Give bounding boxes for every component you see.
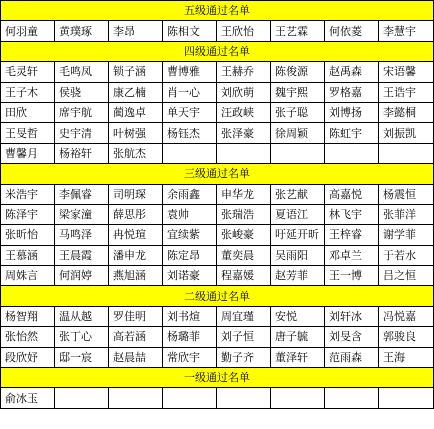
name-cell [379,143,434,163]
name-cell: 段欣妤 [1,347,55,367]
name-cell: 杨震恒 [379,184,434,204]
name-row [1,21,434,41]
name-row [1,123,434,143]
name-cell: 余雨鑫 [163,184,217,204]
name-cell: 张昕怡 [1,225,55,245]
name-cell: 王晨霞 [55,245,109,265]
name-cell: 申华龙 [217,184,271,204]
name-cell [217,388,271,408]
roster-body [1,1,434,409]
section-title: 四级通过名单 [1,41,434,61]
name-cell: 王梓睿 [325,225,379,245]
name-cell: 李昂 [109,21,163,41]
name-cell [271,388,325,408]
name-cell: 米浩宇 [1,184,55,204]
name-row [1,204,434,224]
name-cell [109,388,163,408]
name-cell: 罗佳明 [109,306,163,326]
name-cell: 吴雨阳 [271,245,325,265]
name-cell: 梁家潼 [55,204,109,224]
name-cell: 俞冰玉 [1,388,55,408]
name-cell: 刘诺豪 [163,266,217,286]
name-cell: 夏语江 [271,204,325,224]
name-cell [379,388,434,408]
name-cell: 冉悦瑄 [109,225,163,245]
name-cell: 杨裕轩 [55,143,109,163]
name-cell: 潘申龙 [109,245,163,265]
name-cell: 郭骏良 [379,327,434,347]
name-cell [217,143,271,163]
section-title: 一级通过名单 [1,368,434,388]
name-cell: 张子聪 [271,102,325,122]
name-cell: 肖一心 [163,82,217,102]
name-cell: 王一博 [325,266,379,286]
name-cell: 程嘉媛 [217,266,271,286]
name-cell: 汪政峡 [217,102,271,122]
name-row [1,102,434,122]
name-cell: 陈泽宇 [1,204,55,224]
name-cell: 于若水 [379,245,434,265]
name-row [1,225,434,245]
name-cell: 谢学菲 [379,225,434,245]
name-row [1,327,434,347]
name-cell: 袁帅 [163,204,217,224]
name-cell: 刘欣萌 [217,82,271,102]
name-cell: 赵芳菲 [271,266,325,286]
name-cell: 王慕涵 [1,245,55,265]
name-cell: 王海 [379,347,434,367]
name-cell: 宋语馨 [379,62,434,82]
name-cell: 冯悦嘉 [379,306,434,326]
name-cell: 赵晨喆 [109,347,163,367]
name-cell: 吁延开昕 [271,225,325,245]
name-cell: 曹馨月 [1,143,55,163]
name-cell: 康乙楠 [109,82,163,102]
name-cell: 高嘉悦 [325,184,379,204]
name-cell: 毛鸣凤 [55,62,109,82]
name-cell: 何羽童 [1,21,55,41]
name-cell: 张峻豪 [217,225,271,245]
section-header-row [1,286,434,306]
name-cell: 李佩睿 [55,184,109,204]
name-row [1,266,434,286]
section-header-row [1,368,434,388]
name-cell: 魏宇熙 [271,82,325,102]
name-cell: 杨璐菲 [163,327,217,347]
name-cell: 刘振凯 [379,123,434,143]
name-cell: 王赫乔 [217,62,271,82]
name-cell: 张丁心 [55,327,109,347]
name-row [1,347,434,367]
name-row [1,184,434,204]
name-cell: 王艺霖 [271,21,325,41]
name-row [1,143,434,163]
name-cell: 史宇清 [55,123,109,143]
name-cell: 蔺逸卓 [109,102,163,122]
section-title: 五级通过名单 [1,1,434,21]
name-cell: 刘子恒 [217,327,271,347]
name-cell: 王子木 [1,82,55,102]
section-header-row [1,164,434,184]
name-row [1,82,434,102]
name-row [1,388,434,408]
name-cell: 范雨森 [325,347,379,367]
name-cell: 刘书煊 [163,306,217,326]
name-cell: 何润婷 [55,266,109,286]
name-cell: 锁子涵 [109,62,163,82]
name-cell: 曹博雅 [163,62,217,82]
name-cell: 安悦 [271,306,325,326]
name-cell: 陈相文 [163,21,217,41]
name-row [1,62,434,82]
name-cell: 常欣宇 [163,347,217,367]
name-cell: 侯骁 [55,82,109,102]
name-cell: 勤子齐 [217,347,271,367]
name-cell: 温从越 [55,306,109,326]
section-title: 二级通过名单 [1,286,434,306]
name-cell: 陈俊源 [271,62,325,82]
name-cell: 张怡然 [1,327,55,347]
name-cell: 张瑞浩 [217,204,271,224]
name-cell: 董泽轩 [271,347,325,367]
name-row [1,245,434,265]
name-cell: 张艺献 [271,184,325,204]
name-cell: 周姝言 [1,266,55,286]
name-cell: 周宜瑾 [217,306,271,326]
name-cell: 刘旻含 [325,327,379,347]
name-cell: 王旻哲 [1,123,55,143]
name-cell: 邓卓兰 [325,245,379,265]
name-cell: 何依菱 [325,21,379,41]
name-cell: 田欣 [1,102,55,122]
name-cell: 赵禹森 [325,62,379,82]
name-cell: 唐子毓 [271,327,325,347]
name-cell: 吕之恒 [379,266,434,286]
name-cell: 徐周颖 [271,123,325,143]
name-cell: 王欣怡 [217,21,271,41]
name-cell: 陈定昂 [163,245,217,265]
name-cell: 毛灵轩 [1,62,55,82]
name-cell: 高若涵 [109,327,163,347]
name-cell: 罗格嘉 [325,82,379,102]
section-header-row [1,41,434,61]
name-cell: 李懿桐 [379,102,434,122]
name-cell [55,388,109,408]
name-cell: 刘轩冰 [325,306,379,326]
name-cell: 张航杰 [109,143,163,163]
name-cell [163,143,217,163]
name-cell: 刘博扬 [325,102,379,122]
name-cell: 张菲洋 [379,204,434,224]
name-row [1,306,434,326]
name-cell: 杨智翔 [1,306,55,326]
name-cell: 燕旭涵 [109,266,163,286]
name-cell: 司明琛 [109,184,163,204]
name-cell: 李慧宇 [379,21,434,41]
name-cell: 宜续紫 [163,225,217,245]
name-cell: 薛思彤 [109,204,163,224]
section-title: 三级通过名单 [1,164,434,184]
name-cell: 席宇航 [55,102,109,122]
name-cell: 董奕晨 [217,245,271,265]
name-cell: 张泽豪 [217,123,271,143]
name-cell: 邸一宸 [55,347,109,367]
name-cell: 陈虹宇 [325,123,379,143]
name-cell: 林飞宇 [325,204,379,224]
name-cell [271,143,325,163]
name-cell: 马鸣泽 [55,225,109,245]
name-cell: 王诰宇 [379,82,434,102]
name-cell [325,388,379,408]
section-header-row [1,1,434,21]
name-cell [163,388,217,408]
name-cell: 黄璞琢 [55,21,109,41]
name-cell: 单天宇 [163,102,217,122]
name-cell: 杨钰杰 [163,123,217,143]
name-cell [325,143,379,163]
name-cell: 叶树强 [109,123,163,143]
